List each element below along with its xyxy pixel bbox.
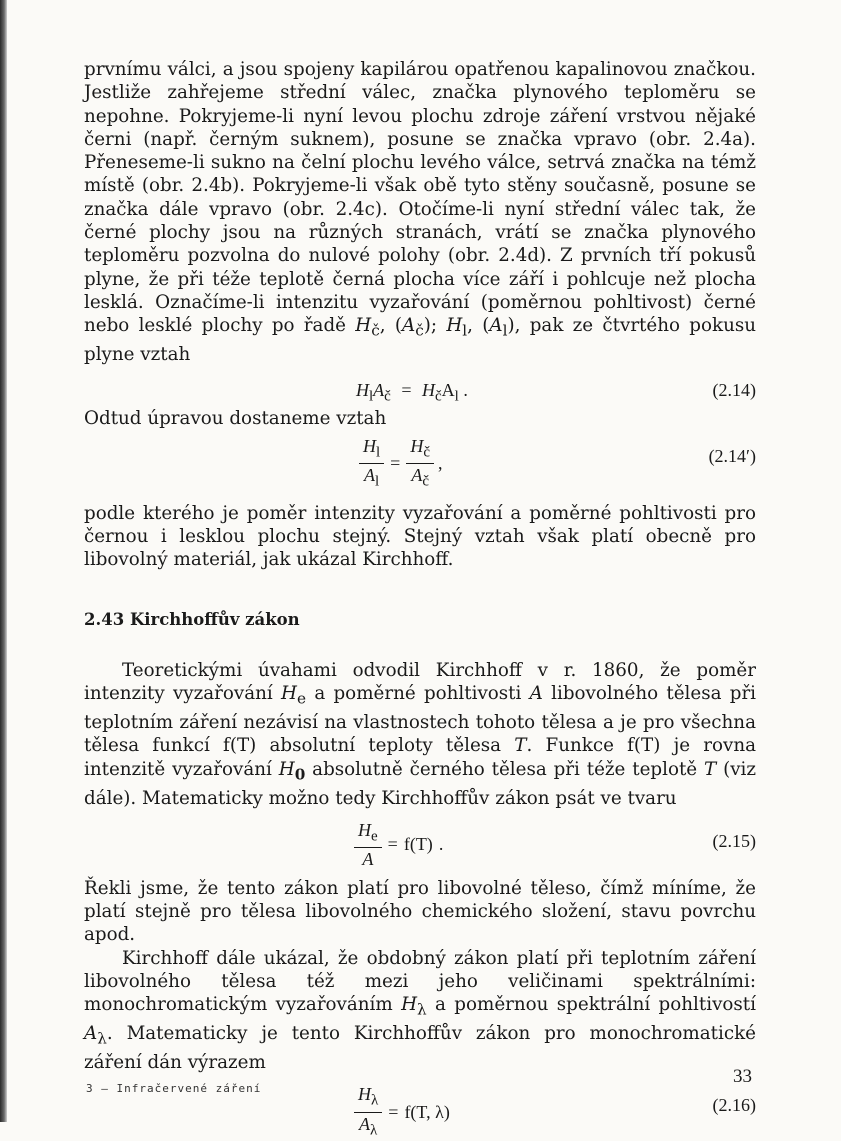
equation-2-15: $\frac{H_e}{A}$ = f(T) . (2.15) (84, 816, 756, 874)
paragraph-spectral: Kirchhoff dále ukázal, že obdobný zákon platí při teplotním záření libovolného tělesa též mezi jeho veličinami spektrálními: monochromatickým vyzařováním $H_\lambda$ a poměrnou spektrální pohltivostí $A_\lambda$. Matematicky je tento Kirchhoffův zákon pro monochromatické záření dán výrazem (84, 947, 756, 1074)
equation-2-14: $H_lA_č = H_čA_l$ . (2.14) (84, 376, 756, 406)
page-number: 33 (733, 1066, 752, 1087)
equation-number: (2.15) (712, 830, 756, 851)
paragraph-kirchhoff-theory: Teoretickými úvahami odvodil Kirchhoff v r. 1860, že poměr intenzity vyzařování $H_e$ a poměrné pohltivosti A libovolného tělesa při teplotním záření nezávisí na vlastnostech tohoto tělesa a je pro všechna tělesa funkcí f(T) absolutní teploty tělesa T. Funkce f(T) je rovna intenzitě vyzařování $H_0$ absolutně černého tělesa při téže teplotě T (viz dále). Matematicky možno tedy Kirchhoffův zákon psát ve tvaru (84, 659, 757, 809)
equation-number: (2.16) (712, 1095, 756, 1116)
paragraph-any-body: Řekli jsme, že tento zákon platí pro libovolné těleso, čímž míníme, že platí stejně pro tělesa libovolného chemického složení, stavu povrchu apod. (84, 877, 756, 946)
page-content (84, 58, 756, 1138)
equation-2-14-prime: $\frac{H_l}{A_l}$ = $\frac{H_č}{A_č}$ , (2.14′) (84, 432, 756, 488)
section-heading: 2.43 Kirchhoffův zákon (84, 609, 300, 629)
paragraph-odtud: Odtud úpravou dostaneme vztah (84, 407, 387, 429)
equation-2-16: $\frac{H_\lambda}{A_\lambda}$ = f(T, λ) (2.16) (84, 1080, 756, 1138)
equation-number: (2.14) (712, 379, 756, 400)
paragraph-conclusion: podle kterého je poměr intenzity vyzařování a poměrné pohltivosti pro černou i lesklou plochu stejný. Stejný vztah však platí obecně pro libovolný materiál, jak ukázal Kirchhoff. (84, 502, 756, 571)
footer-chapter-label: 3 — Infračervené záření (86, 1082, 262, 1095)
page-binding-edge (0, 0, 7, 1122)
paragraph-experiment: prvnímu válci, a jsou spojeny kapilárou opatřenou kapalinovou značkou. Jestliže zahřejeme střední válec, značka plynového teploměru se nepohne. Pokryjeme-li nyní levou plochu zdroje záření vrstvou nějaké černi (např. černým suknem), posune se značka vpravo (obr. 2.4a). Přeneseme-li sukno na čelní plochu levého válce, setrvá značka na témž místě (obr. 2.4b). Pokryjeme-li však obě tyto stěny současně, posune se značka dále vpravo (obr. 2.4c). Otočíme-li nyní střední válec tak, že černé plochy jsou na různých stranách, vrátí se značka plynového teploměru pozvolna do nulové polohy (obr. 2.4d). Z prvních tří pokusů plyne, že při téže teplotě černá plocha více září i pohlcuje než plocha lesklá. Označíme-li intenzitu vyzařování (poměrnou pohltivost) černé nebo lesklé plochy po řadě $H_č$, $(A_č)$; $H_l$, $(A_l)$, pak ze čtvrtého pokusu plyne vztah (84, 59, 756, 366)
equation-number: (2.14′) (708, 445, 756, 466)
